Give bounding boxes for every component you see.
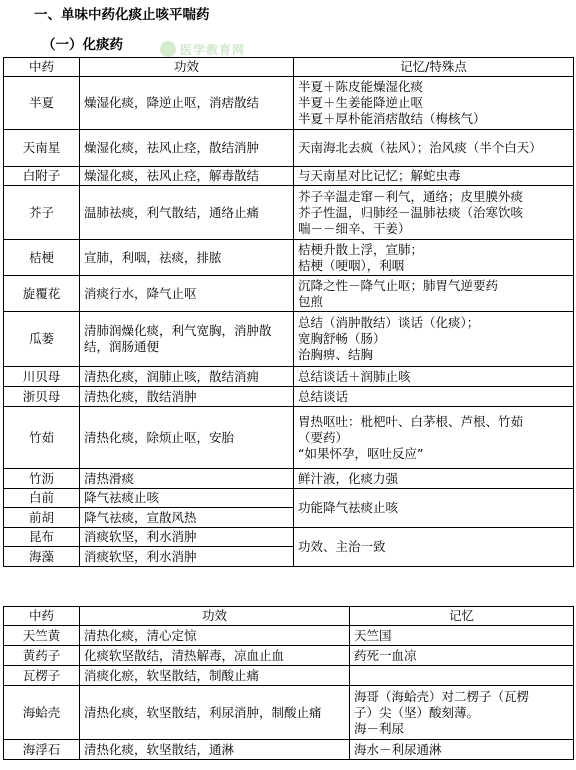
- memo-line: 总结（消肿散结）谈话（化痰）；: [298, 315, 480, 330]
- effect-cell: 燥湿化痰，祛风止痉，散结消肿: [80, 130, 294, 167]
- memo-cell: [294, 186, 574, 240]
- table-row: [4, 367, 574, 387]
- drug-name-cell: 桔梗: [4, 240, 80, 276]
- memo-line: 包煎: [298, 293, 324, 309]
- header-drug: 中药: [4, 58, 80, 77]
- memo-cell: [294, 167, 574, 186]
- memo-line: 桔梗升散上浮，宣肺；: [298, 241, 424, 257]
- drug-name-cell: 白前: [4, 489, 80, 508]
- table-row: [4, 312, 574, 367]
- table-row: [4, 489, 574, 508]
- drug-name-cell: 天竺黄: [4, 626, 80, 646]
- table-row: [4, 407, 574, 469]
- effect-cell: 降气祛痰止咳: [80, 489, 294, 508]
- memo-line: 海哥（海蛤壳）对二楞子（瓦楞: [354, 688, 530, 704]
- watermark-text: 医学教育网: [180, 43, 246, 57]
- memo-cell: [294, 469, 574, 489]
- memo-line: 海水－利尿通淋: [354, 741, 442, 757]
- memo-line: 半夏＋陈皮能燥湿化痰: [298, 79, 424, 94]
- memo-line: 胃热呕吐：枇杷叶、白茅根、芦根、竹茹: [298, 413, 524, 429]
- memo-line: “如果怀孕，呕吐反应”: [298, 445, 424, 461]
- subsection-heading: （一）化痰药: [42, 37, 123, 53]
- memo-line: 天竺国: [354, 627, 392, 643]
- memo-cell: [350, 646, 574, 666]
- table-row: [4, 686, 574, 740]
- section-heading: 一、单味中药化痰止咳平喘药: [34, 7, 210, 23]
- memo-line: 半夏＋厚朴能消痞散结（梅核气）: [298, 111, 486, 126]
- memo-line: 与天南星对比记忆；解蛇虫毒: [298, 168, 461, 183]
- effect-cell: 消痰软坚，利水消肿: [80, 528, 294, 547]
- table-row: [4, 186, 574, 240]
- drug-name-cell: 海藻: [4, 547, 80, 567]
- memo-line: 芥子性温，归肺经－温肺祛痰（治寒饮咳: [298, 204, 524, 220]
- effect-cell: 清热化痰，散结消肿: [80, 387, 294, 407]
- memo-cell: [294, 276, 574, 312]
- header-drug: 中药: [4, 607, 80, 626]
- table-row: [4, 626, 574, 646]
- effect-cell: 降气祛痰，宣散风热: [80, 508, 294, 528]
- table-row: [4, 240, 574, 276]
- effect-cell: 温肺祛痰，利气散结，通络止痛: [80, 186, 294, 240]
- drug-name-cell: 天南星: [4, 130, 80, 167]
- table-row: [4, 740, 574, 760]
- drug-name-cell: 竹沥: [4, 469, 80, 489]
- drug-name-cell: 海浮石: [4, 740, 80, 760]
- memo-line: 喘－－细辛、干姜）: [298, 220, 411, 236]
- memo-line: 半夏＋生姜能降逆止呕: [298, 95, 424, 110]
- drug-name-cell: 昆布: [4, 528, 80, 547]
- memo-cell: [294, 312, 574, 367]
- memo-cell: [294, 240, 574, 276]
- table-row: [4, 130, 574, 167]
- memo-cell: [350, 740, 574, 760]
- memo-cell: [350, 626, 574, 646]
- memo-cell: [294, 77, 574, 130]
- effect-cell: 消痰行水，降气止呕: [80, 276, 294, 312]
- effect-cell: 消痰化瘀，软坚散结，制酸止痛: [80, 666, 350, 686]
- memo-cell: [294, 130, 574, 167]
- drug-name-cell: 黄药子: [4, 646, 80, 666]
- header-memo: 记忆: [350, 607, 574, 626]
- herb-table-1: [3, 57, 574, 567]
- drug-name-cell: 半夏: [4, 77, 80, 130]
- memo-cell: [294, 407, 574, 469]
- header-effect: 功效: [80, 58, 294, 77]
- herb-table-2: [3, 606, 574, 760]
- watermark-seal-icon: [160, 41, 176, 57]
- memo-cell: [294, 367, 574, 387]
- memo-line: 宽胸舒畅（肠）: [298, 331, 386, 346]
- drug-name-cell: 旋覆花: [4, 276, 80, 312]
- memo-cell: [350, 666, 574, 686]
- memo-cell: [294, 387, 574, 407]
- memo-line: 治胸痹、结胸: [298, 347, 374, 362]
- table-row: [4, 387, 574, 407]
- header-effect: 功效: [80, 607, 350, 626]
- drug-name-cell: 白附子: [4, 167, 80, 186]
- effect-cell: 清肺润燥化痰，利气宽胸，消肿散结，润肠通便: [80, 312, 294, 367]
- drug-name-cell: 瓜蒌: [4, 312, 80, 367]
- table-row: [4, 276, 574, 312]
- table-row: [4, 528, 574, 547]
- memo-line: 沉降之性－降气止呕；肺胃气逆要药: [298, 277, 499, 293]
- effect-cell: 清热化痰，软坚散结，利尿消肿，制酸止痛: [80, 686, 350, 740]
- drug-name-cell: 竹茹: [4, 407, 80, 469]
- memo-cell-merged: 功能降气祛痰止咳: [294, 489, 574, 528]
- effect-cell: 清热滑痰: [80, 469, 294, 489]
- table-row: [4, 666, 574, 686]
- drug-name-cell: 浙贝母: [4, 387, 80, 407]
- header-memo: 记忆/特殊点: [294, 58, 574, 77]
- effect-cell: 燥湿化痰，祛风止痉，解毒散结: [80, 167, 294, 186]
- effect-cell: 燥湿化痰，降逆止呕，消痞散结: [80, 77, 294, 130]
- drug-name-cell: 川贝母: [4, 367, 80, 387]
- memo-line: 桔梗（哽咽），利咽: [298, 257, 405, 273]
- effect-cell: 消痰软坚，利水消肿: [80, 547, 294, 567]
- effect-cell: 化痰软坚散结，清热解毒，凉血止血: [80, 646, 350, 666]
- effect-cell: 清热化痰，润肺止咳，散结消痈: [80, 367, 294, 387]
- watermark-logo: [160, 41, 245, 58]
- table-header-row: [4, 607, 574, 626]
- memo-line: 天南海北去疯（祛风）；治风痰（半个白天）: [298, 140, 542, 155]
- table-header-row: [4, 58, 574, 77]
- table-row: [4, 469, 574, 489]
- memo-line: 总结谈话: [298, 388, 349, 404]
- memo-line: 总结谈话＋润肺止咳: [298, 368, 411, 384]
- drug-name-cell: 芥子: [4, 186, 80, 240]
- table-2-body: [4, 607, 574, 760]
- table-row: [4, 167, 574, 186]
- memo-line: 药死一血凉: [354, 647, 417, 663]
- drug-name-cell: 海蛤壳: [4, 686, 80, 740]
- memo-line: 芥子辛温走窜－利气，通络；皮里膜外痰: [298, 188, 524, 204]
- drug-name-cell: 瓦楞子: [4, 666, 80, 686]
- effect-cell: 清热化痰，清心定惊: [80, 626, 350, 646]
- effect-cell: 宣肺，利咽，祛痰，排脓: [80, 240, 294, 276]
- memo-line: 鲜汁液，化痰力强: [298, 470, 399, 486]
- memo-cell-merged: 功效、主治一致: [294, 528, 574, 567]
- memo-cell: [350, 686, 574, 740]
- drug-name-cell: 前胡: [4, 508, 80, 528]
- memo-line: 子）尖（坚）酸刻薄。: [354, 704, 480, 720]
- effect-cell: 清热化痰，除烦止呕，安胎: [80, 407, 294, 469]
- memo-line: 海－利尿: [354, 720, 405, 736]
- table-1-body: [4, 58, 574, 567]
- table-row: [4, 77, 574, 130]
- table-row: [4, 646, 574, 666]
- memo-line: （要药）: [298, 429, 349, 445]
- effect-cell: 清热化痰，软坚散结，通淋: [80, 740, 350, 760]
